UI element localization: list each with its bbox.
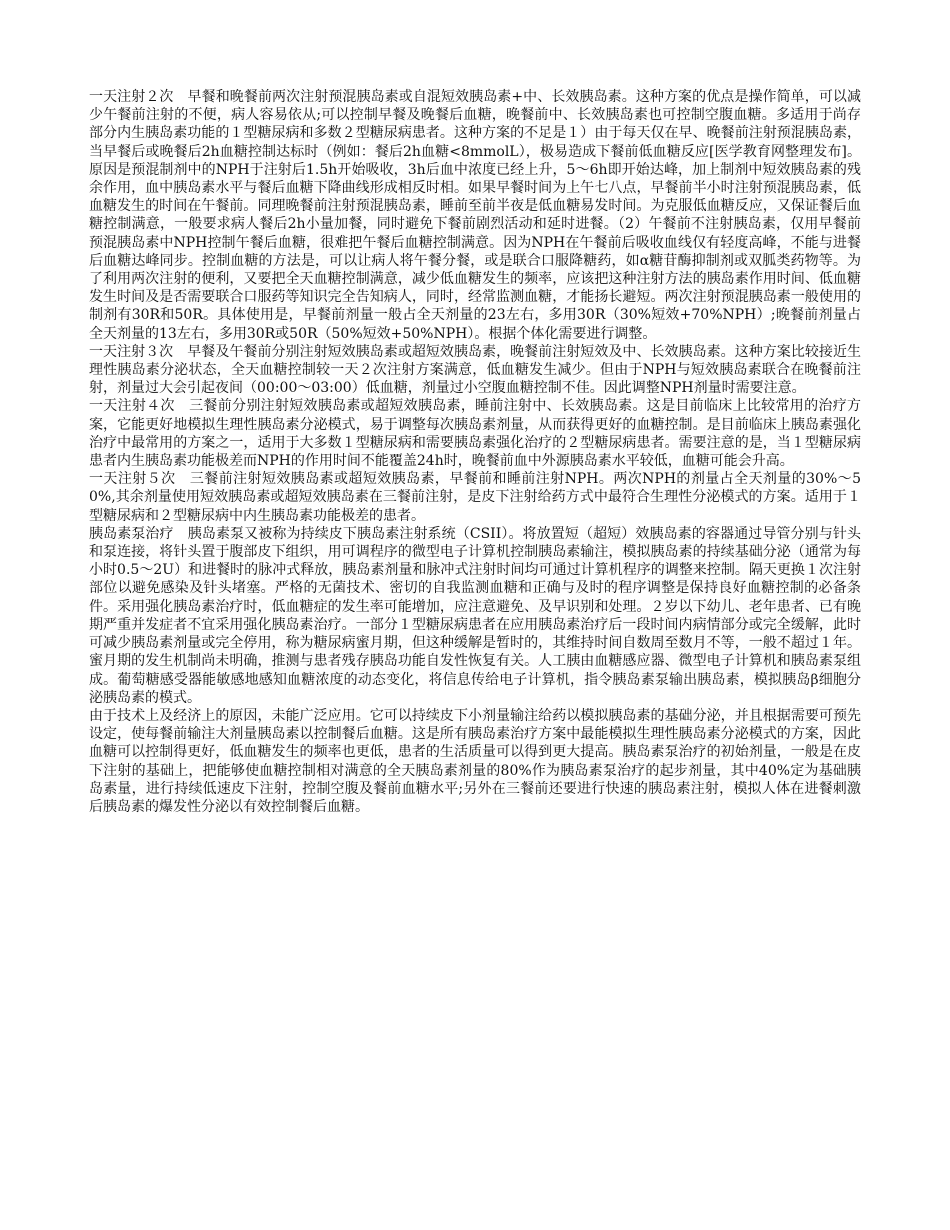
paragraph-insulin-pump: 胰岛素泵治疗 胰岛素泵又被称为持续皮下胰岛素注射系统（CSII）。将放置短（超短）效胰岛素的容器通过导管分别与针头和泵连接，将针头置于腹部皮下组织，用可调程序的微型电子计算机控制胰岛素输注，模拟胰岛素的持续基础分泌（通常为每小时0.5～2U）和进餐时的脉冲式释放，胰岛素剂量和脉冲式注射时间均可通过计算机程序的调整来控制。隔天更换１次注射部位以避免感染及针头堵塞。严格的无菌技术、密切的自我监测血糖和正确与及时的程序调整是保持良好血糖控制的必备条件。采用强化胰岛素治疗时，低血糖症的发生率可能增加，应注意避免、及早识别和处理。２岁以下幼儿、老年患者、已有晚期严重并发症者不宜采用强化胰岛素治疗。一部分１型糖尿病患者在应用胰岛素治疗后一段时间内病情部分或完全缓解，此时可减少胰岛素剂量或完全停用，称为糖尿病蜜月期，但这种缓解是暂时的，其维持时间自数周至数月不等，一般不超过１年。蜜月期的发生机制尚未明确，推测与患者残存胰岛功能自发性恢复有关。人工胰由血糖感应器、微型电子计算机和胰岛素泵组成。葡萄糖感受器能敏感地感知血糖浓度的动态变化，将信息传给电子计算机，指令胰岛素泵输出胰岛素，模拟胰岛β细胞分泌胰岛素的模式。: [89, 525, 861, 706]
document-body: [89, 88, 861, 816]
paragraph-three-times-daily: 一天注射３次 早餐及午餐前分别注射短效胰岛素或超短效胰岛素，晚餐前注射短效及中、长效胰岛素。这种方案比较接近生理性胰岛素分泌状态，全天血糖控制较一天２次注射方案满意，低血糖发生减少。但由于NPH与短效胰岛素联合在晚餐前注射，剂量过大会引起夜间（00:00～03:00）低血糖，剂量过小空腹血糖控制不佳。因此调整NPH剂量时需要注意。: [89, 343, 861, 397]
paragraph-twice-daily: 一天注射２次 早餐和晚餐前两次注射预混胰岛素或自混短效胰岛素+中、长效胰岛素。这种方案的优点是操作简单，可以减少午餐前注射的不便，病人容易依从;可以控制早餐及晚餐后血糖，晚餐前中、长效胰岛素也可控制空腹血糖。多适用于尚存部分内生胰岛素功能的１型糖尿病和多数２型糖尿病患者。这种方案的不足是１）由于每天仅在早、晚餐前注射预混胰岛素，当早餐后或晚餐后2h血糖控制达标时（例如：餐后2h血糖<8mmolL），极易造成下餐前低血糖反应[医学教育网整理发布]。原因是预混制剂中的NPH于注射后1.5h开始吸收，3h后血中浓度已经上升，5～6h即开始达峰，加上制剂中短效胰岛素的残余作用，血中胰岛素水平与餐后血糖下降曲线形成相反时相。如果早餐时间为上午七八点，早餐前半小时注射预混胰岛素，低血糖发生的时间在午餐前。同理晚餐前注射预混胰岛素，睡前至前半夜是低血糖易发时间。为克服低血糖反应，又保证餐后血糖控制满意，一般要求病人餐后2h小量加餐，同时避免下餐前剧烈活动和延时进餐。（2）午餐前不注射胰岛素，仅用早餐前预混胰岛素中NPH控制午餐后血糖，很难把午餐后血糖控制满意。因为NPH在午餐前后吸收血线仅有轻度高峰，不能与进餐后血糖达峰同步。控制血糖的方法是，可以让病人将午餐分餐，或是联合口服降糖药，如α糖苷酶抑制剂或双胍类药物等。为了利用两次注射的便利，又要把全天血糖控制满意，减少低血糖发生的频率，应该把这种注射方法的胰岛素作用时间、低血糖发生时间及是否需要联合口服药等知识完全告知病人，同时，经常监测血糖，才能扬长避短。两次注射预混胰岛素一般使用的制剂有30R和50R。具体使用是，早餐前剂量一般占全天剂量的23左右，多用30R（30%短效+70%NPH）;晚餐前剂量占全天剂量的13左右，多用30R或50R（50%短效+50%NPH）。根据个体化需要进行调整。: [89, 89, 861, 342]
paragraph-four-times-daily: 一天注射４次 三餐前分别注射短效胰岛素或超短效胰岛素，睡前注射中、长效胰岛素。这是目前临床上比较常用的治疗方案，它能更好地模拟生理性胰岛素分泌模式，易于调整每次胰岛素剂量，从而获得更好的血糖控制。是目前临床上胰岛素强化治疗中最常用的方案之一，适用于大多数１型糖尿病和需要胰岛素强化治疗的２型糖尿病患者。需要注意的是，当１型糖尿病患者内生胰岛素功能极差而NPH的作用时间不能覆盖24h时，晚餐前血中外源胰岛素水平较低，血糖可能会升高。: [89, 398, 861, 470]
paragraph-five-times-daily: 一天注射５次 三餐前注射短效胰岛素或超短效胰岛素，早餐前和睡前注射NPH。两次NPH的剂量占全天剂量的30%～50%,其余剂量使用短效胰岛素或超短效胰岛素在三餐前注射，是皮下注射给药方式中最符合生理性分泌模式的方案。适用于１型糖尿病和２型糖尿病中内生胰岛素功能极差的患者。: [89, 471, 861, 524]
paragraph-pump-dosage: 由于技术上及经济上的原因，未能广泛应用。它可以持续皮下小剂量输注给药以模拟胰岛素的基础分泌，并且根据需要可预先设定，使每餐前输注大剂量胰岛素以控制餐后血糖。这是所有胰岛素治疗方案中最能模拟生理性胰岛素分泌模式的方案，因此血糖可以控制得更好，低血糖发生的频率也更低，患者的生活质量可以得到更大提高。胰岛素泵治疗的初始剂量，一般是在皮下注射的基础上，把能够使血糖控制相对满意的全天胰岛素剂量的80%作为胰岛素泵治疗的起步剂量，其中40%定为基础胰岛素量，进行持续低速皮下注射，控制空腹及餐前血糖水平;另外在三餐前还要进行快速的胰岛素注射，模拟人体在进餐刺激后胰岛素的爆发性分泌以有效控制餐后血糖。: [89, 707, 861, 815]
